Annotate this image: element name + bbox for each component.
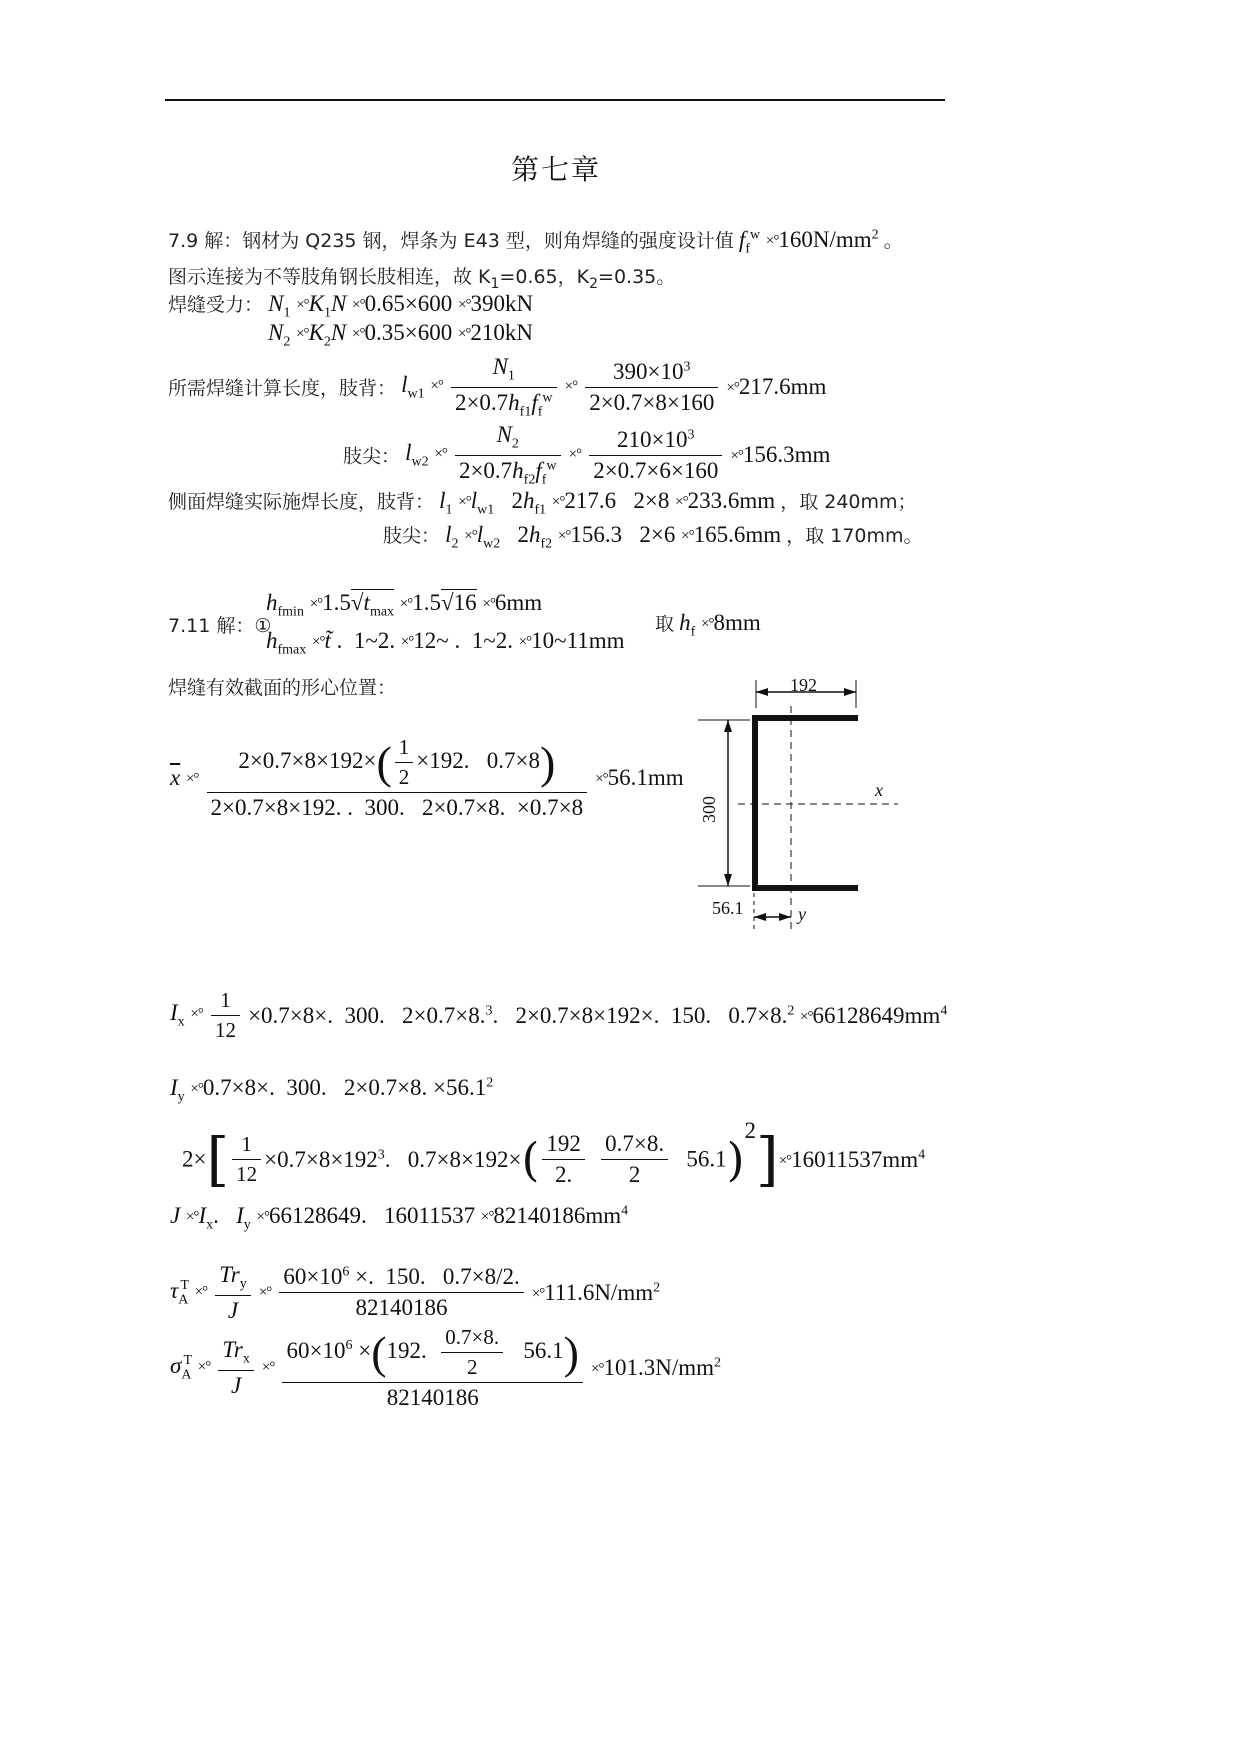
iy-formula-2: 2×[ $\frac{1}{12}$ $\times 0.7\times 8\times 192^3$. 0.7×8×192×( $\frac{192}{2.}$ $\frac{0.7\times 8.}{2}$ $56.1)^2]\times^\circ 16011537mm^4$ bbox=[182, 1118, 926, 1194]
p79-l2-line: 肢尖： $l_2 \times^\circ l_{w2}$ $2h_{f2} \times^\circ 156.3$ 2×6 ×°165.6mm ，取 170mm。 bbox=[383, 522, 923, 552]
dim-bottom-label: 56.1 bbox=[712, 898, 744, 918]
sigma-formula: $\sigma_A^T$ ×° $\frac{Tr_x}{J}$ ×° $60\times 10^6 \times(192$. $\frac{0.7\times 8.}{2}$ 56.1) 82140186 $\times^\circ 101.3N/mm^2$ bbox=[170, 1325, 722, 1410]
axis-y-label: y bbox=[798, 904, 806, 924]
iy-formula-1: $I_y \times^\circ 0.7\times 8\times$. 300. 2×0.7×8. $\times 56.1^2$ bbox=[170, 1075, 494, 1105]
weld-bottom-flange bbox=[752, 885, 858, 891]
fw-formula: $f_f^w \times^\circ 160N/mm^2$ bbox=[738, 227, 879, 257]
p79-conn-line: 图示连接为不等肢角钢长肢相连，故 $K_1=0.65$，$K_2=0.35$。 bbox=[168, 266, 676, 292]
axis-x-label: x bbox=[875, 780, 883, 800]
lw1-frac-a: $\frac{N_1}{2\times 0.7h_{f1}f_f^w}$ bbox=[451, 354, 557, 420]
xbar-frac: 2×0.7×8×192×( $\frac{1}{2}$ ×192. 0.7×8) 2×0.7×8×192. . 300. 2×0.7×8. ×0.7×8 bbox=[207, 735, 588, 821]
p711-label: 7.11 解：① bbox=[168, 615, 272, 637]
p79-lw2-line: 肢尖： $l_{w2}$ ×° $\frac{N_2}{2\times 0.7h_{f2}f_f^w}$ ×° $\frac{210\times 10^3}{2\times 0.7\times 6\times 160}$ ×°156.3mm bbox=[343, 422, 831, 488]
lw2-frac-b: $\frac{210\times 10^3}{2\times 0.7\times 6\times 160}$ bbox=[589, 427, 722, 484]
p79-l1-line: 侧面焊缝实际施焊长度，肢背： $l_1 \times^\circ l_{w1}$ $2h_{f1} \times^\circ 217.6$ 2×8 ×°233.6mm ，取 240mm； bbox=[168, 488, 917, 518]
p711-hfmin: $h_{fmin} \times^\circ 1.5√t_{max} \times^\circ 1.5√16 \times^\circ 6mm$ bbox=[266, 590, 543, 620]
j-formula: $J \times^\circ I_x$. $I_y \times^\circ 66128649$. $16011537 \times^\circ 82140186mm^4$ bbox=[170, 1203, 629, 1233]
p79-lw1-line: 所需焊缝计算长度，肢背： $l_{w1}$ ×° $\frac{N_1}{2\times 0.7h_{f1}f_f^w}$ ×° $\frac{390\times 10^3}{2\times 0.7\times 8\times 160}$ ×°217.6mm bbox=[168, 354, 827, 420]
p79-intro-line: 7.9 解：钢材为 Q235 钢，焊条为 E43 型，则角焊缝的强度设计值 $f_f^w \times^\circ 160N/mm^2$ 。 bbox=[168, 227, 903, 257]
sigma-frac: $60\times 10^6 \times(192$. $\frac{0.7\times 8.}{2}$ 56.1) 82140186 bbox=[282, 1325, 582, 1411]
weld-top-flange bbox=[752, 715, 858, 721]
dim-300-arrow-bottom bbox=[724, 874, 732, 886]
lw2-frac-a: $\frac{N_2}{2\times 0.7h_{f2}f_f^w}$ bbox=[455, 422, 561, 488]
p79-force-n2: $N_2 \times^\circ K_2N \times^\circ 0.35\times 600 \times^\circ 210kN$ bbox=[268, 320, 534, 350]
p79-force-n1: 焊缝受力： $N_1 \times^\circ K_1N \times^\circ 0.65\times 600 \times^\circ 390kN$ bbox=[168, 291, 534, 321]
dim-left-label: 300 bbox=[699, 796, 719, 823]
dim-300-arrow-top bbox=[724, 720, 732, 732]
dim-561-arrow-right bbox=[779, 913, 791, 921]
header-rule bbox=[165, 99, 945, 101]
dim-192-arrow-right bbox=[844, 688, 856, 696]
xbar-formula: $\overline{x}$ ×° 2×0.7×8×192×( $\frac{1}{2}$ ×192. 0.7×8) 2×0.7×8×192. . 300. 2×0.7×8. ×0.7×8 ×°56.1mm bbox=[170, 735, 684, 820]
p79-intro-text: 7.9 解：钢材为 Q235 钢，焊条为 E43 型，则角焊缝的强度设计值 bbox=[168, 230, 734, 252]
p711-take: 取 $h_f \times^\circ 8mm$ bbox=[655, 610, 761, 640]
p711-hfmax: $h_{fmax}$ ×°t̃ . 1~2. ×°12~ . 1~2. ×°10~11mm bbox=[266, 628, 625, 658]
dim-top-label: 192 bbox=[790, 675, 817, 695]
dim-561-arrow-left bbox=[754, 913, 766, 921]
weld-web bbox=[752, 715, 758, 891]
weld-section-figure bbox=[690, 668, 920, 938]
ix-formula: $I_x$ ×° $\frac{1}{12}$ ×0.7×8×. 300. 2×0.7×8.$^3$. 2×0.7×8×192×. 150. $0.7\times 8.^2 \times^\circ 66128649mm^4$ bbox=[170, 988, 948, 1042]
tau-formula: $\tau_A^T$ ×° $\frac{Tr_y}{J}$ ×° $\frac{60\times 10^6 \times. 150. 0.7\times 8/2.}{82140186}$ $\times^\circ 111.6N/mm^2$ bbox=[170, 1262, 661, 1323]
lw1-frac-b: $\frac{390\times 10^3}{2\times 0.7\times 8\times 160}$ bbox=[585, 359, 718, 416]
dim-192-arrow-left bbox=[756, 688, 768, 696]
centroid-label: 焊缝有效截面的形心位置： bbox=[168, 677, 397, 699]
chapter-title: 第七章 bbox=[511, 153, 602, 186]
tau-frac: $\frac{60\times 10^6 \times. 150. 0.7\times 8/2.}{82140186}$ bbox=[279, 1264, 523, 1321]
